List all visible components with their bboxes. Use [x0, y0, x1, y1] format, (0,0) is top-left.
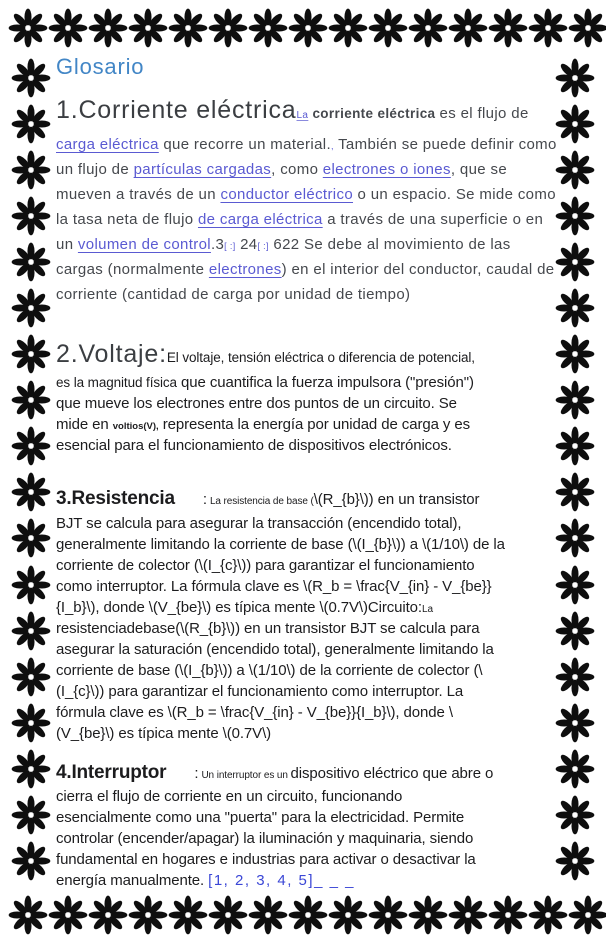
text-run: [ :]: [224, 240, 236, 251]
link-electrones[interactable]: electrones: [208, 260, 282, 278]
flower-icon: [328, 895, 368, 935]
flower-icon: [11, 518, 51, 558]
flower-icon: [11, 749, 51, 789]
flower-icon: [528, 895, 568, 935]
flower-icon: [11, 795, 51, 835]
text-run: La: [421, 603, 433, 615]
text-run: :: [194, 764, 199, 782]
document-content: [56, 54, 562, 891]
section-4-text: [56, 765, 493, 890]
flower-icon: [448, 8, 488, 48]
flower-icon: [88, 895, 128, 935]
text-run: También se puede definir como un flujo de: [56, 135, 557, 178]
flower-border-bottom: [8, 895, 598, 935]
flower-icon: [11, 242, 51, 282]
section-2-heading: 2.Voltaje:: [56, 340, 167, 369]
flower-icon: [368, 8, 408, 48]
reference-links[interactable]: [1, 2, 3, 4, 5]: [208, 872, 315, 890]
link-conductor-electrico[interactable]: conductor eléctrico: [220, 185, 354, 203]
text-run: [ :]: [257, 240, 269, 251]
flower-icon: [11, 703, 51, 743]
flower-icon: [8, 895, 48, 935]
flower-icon: [208, 8, 248, 48]
flower-icon: [11, 380, 51, 420]
flower-icon: [528, 8, 568, 48]
flower-icon: [11, 150, 51, 190]
section-3-text: [56, 491, 505, 742]
text-run: La: [296, 110, 309, 121]
text-run: \(R_{b}\)) en un transistor BJT se calcula para asegurar la transacción (encendido total), generalmente limitando la corriente de base (\(I_{b}\)) a \(1/10\) de la corriente de colector (\(I_{c}\)) para garantizar el funcionamiento como interruptor. La fórmula clave es \(R_b = \frac{V_{in} - V_{be}}{I_b}\), donde \(V_{be}\) es típica mente \(0.7V\)Circuito:: [56, 491, 505, 616]
link-carga-electrica[interactable]: carga eléctrica: [56, 135, 159, 153]
flower-icon: [408, 895, 448, 935]
text-run: :: [202, 491, 207, 509]
page-title: Glosario: [56, 54, 145, 79]
flower-icon: [8, 8, 48, 48]
section-2-paragraph: [56, 337, 486, 456]
flower-icon: [11, 657, 51, 697]
text-run: o un espacio. Se mide como la tasa neta de flujo: [56, 185, 556, 228]
flower-icon: [11, 104, 51, 144]
section-4-paragraph: [56, 760, 500, 892]
flower-icon: [488, 895, 528, 935]
text-run: .3: [210, 235, 225, 253]
section-1-text: [56, 105, 557, 303]
flower-icon: [448, 895, 488, 935]
text-run: que cuantifica la fuerza impulsora ("presión") que mueve los electrones entre dos puntos de un circuito. Se mide en: [56, 374, 474, 434]
section-1-paragraph: [56, 90, 562, 307]
flower-icon: [48, 8, 88, 48]
flower-icon: [11, 611, 51, 651]
flower-icon: [11, 58, 51, 98]
flower-icon: [168, 895, 208, 935]
text-run: que recorre un material.: [158, 135, 331, 153]
flower-border-left: [9, 58, 53, 881]
flower-icon: [368, 895, 408, 935]
section-3-heading: 3.Resistencia: [56, 488, 175, 510]
flower-icon: [288, 8, 328, 48]
flower-icon: [248, 895, 288, 935]
flower-icon: [568, 8, 606, 48]
text-run: resistenciadebase(\(R_{b}\)) en un transistor BJT se calcula para asegurar la saturación (encendido total), generalmente limitando la corriente de base (\(I_{b}\)) a \(1/10\) de la corriente de colector (\(I_{c}\)) para garantizar el funcionamiento como interruptor. La fórmula clave es \(R_b = \frac{V_{in} - V_{be}}{I_b}\), donde \(V_{be}\) es típica mente \(0.7V\): [56, 619, 494, 742]
text-run: , como: [271, 160, 323, 178]
text-run: La resistencia de base (: [209, 496, 314, 508]
flower-icon: [11, 196, 51, 236]
link-electrones-o-iones[interactable]: electrones o iones: [322, 160, 451, 178]
text-run: a través de una superficie o en un: [56, 210, 544, 253]
text-run: corriente eléctrica: [308, 106, 440, 121]
text-run: Un interruptor es un: [201, 769, 291, 781]
flower-icon: [328, 8, 368, 48]
text-run: ) en el interior del conductor, caudal de corriente (cantidad de carga por unidad de tiempo): [56, 260, 555, 304]
flower-icon: [168, 8, 208, 48]
flower-icon: [11, 472, 51, 512]
section-3-paragraph: [56, 486, 508, 744]
flower-icon: [128, 8, 168, 48]
section-4-heading: 4.Interruptor: [56, 761, 167, 783]
link-volumen-de-control[interactable]: volumen de control: [77, 235, 211, 253]
text-run: voltios(V),: [112, 421, 159, 433]
reference-underscores[interactable]: _ _ _: [314, 872, 355, 890]
flower-icon: [11, 565, 51, 605]
flower-icon: [11, 426, 51, 466]
flower-icon: [88, 8, 128, 48]
text-run: , que se mueven a través de un: [56, 160, 508, 203]
text-run: 24: [235, 235, 258, 253]
flower-icon: [568, 895, 606, 935]
text-run: dispositivo eléctrico que abre o cierra el flujo de corriente en un circuito, funcionando esencialmente como una "puerta" para la electricidad. Permite controlar (encender/apagar) la iluminación y maquinaria, siendo fundamental en hogares e industrias para activar o desactivar la energía manualmente.: [56, 764, 494, 890]
text-run: representa la energía por unidad de carga y es esencial para el funcionamiento de dispositivos electrónicos.: [56, 416, 470, 455]
text-run: El voltaje, tensión eléctrica o diferencia de potencial, es la magnitud física: [56, 350, 475, 391]
flower-icon: [128, 895, 168, 935]
flower-icon: [288, 895, 328, 935]
flower-border-top: [8, 8, 598, 48]
flower-icon: [408, 8, 448, 48]
text-run: es el flujo de: [439, 105, 529, 122]
link-particulas-cargadas[interactable]: partículas cargadas: [133, 160, 272, 178]
text-run: ,: [330, 140, 334, 151]
flower-icon: [248, 8, 288, 48]
flower-icon: [48, 895, 88, 935]
section-1-heading: 1.Corriente eléctrica: [56, 96, 297, 124]
flower-icon: [11, 288, 51, 328]
flower-icon: [11, 841, 51, 881]
link-de-carga-electrica[interactable]: de carga eléctrica: [197, 210, 323, 228]
flower-icon: [208, 895, 248, 935]
flower-icon: [488, 8, 528, 48]
text-run: 622 Se debe al movimiento de las cargas (normalmente: [56, 235, 511, 278]
flower-icon: [11, 334, 51, 374]
